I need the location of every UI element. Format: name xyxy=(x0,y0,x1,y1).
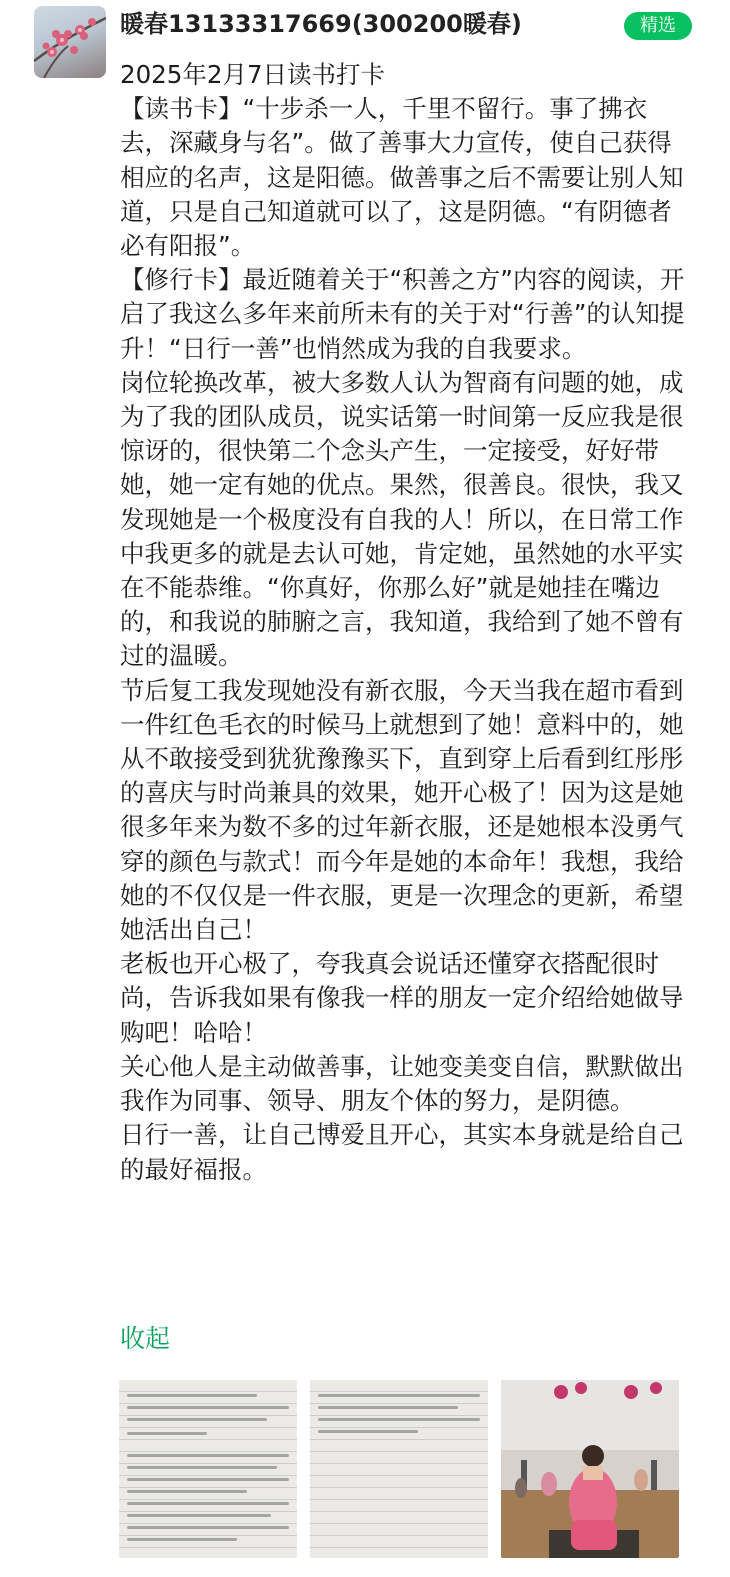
post-paragraph-sweater: 节后复工我发现她没有新衣服，今天当我在超市看到一件红色毛衣的时候马上就想到了她！意料中的，她从不敢接受到犹犹豫豫买下，直到穿上后看到红彤彤的喜庆与时尚兼具的效果，她开心极了！因为这是她很多年来为数不多的过年新衣服，还是她根本没勇气穿的颜色与款式！而今年是她的本命年！我想，我给她的不仅仅是一件衣服，更是一次理念的更新，希望她活出自己！ xyxy=(120,675,684,945)
author-name[interactable]: 暖春13133317669(300200暖春) xyxy=(120,10,522,38)
avatar[interactable] xyxy=(34,6,106,78)
featured-badge: 精选 xyxy=(624,12,692,40)
yoga-class-image xyxy=(501,1380,679,1558)
post-paragraph-hidden-virtue: 关心他人是主动做善事，让她变美变自信，默默做出我作为同事、领导、朋友个体的努力，是阴德。 xyxy=(120,1051,684,1116)
collapse-link[interactable]: 收起 xyxy=(120,1324,171,1353)
post-body xyxy=(120,58,694,1187)
yoga-class-photo-thumbnail[interactable] xyxy=(501,1380,679,1558)
plum-blossom-avatar-image xyxy=(34,6,106,78)
post-paragraph-practice-card: 【修行卡】最近随着关于“积善之方”内容的阅读，开启了我这么多年来前所未有的关于对“行善”的认知提升！“日行一善”也悄然成为我的自我要求。 xyxy=(120,265,685,363)
notebook-photo-thumbnail[interactable] xyxy=(119,1380,297,1558)
post-paragraph-colleague: 岗位轮换改革，被大多数人认为智商有问题的她，成为了我的团队成员，说实话第一时间第一反应我是很惊讶的，很快第二个念头产生，一定接受，好好带她，她一定有她的优点。果然，很善良。很快，我又发现她是一个极度没有自我的人！所以，在日常工作中我更多的就是去认可她，肯定她，虽然她的水平实在不能恭维。“你真好，你那么好”就是她挂在嘴边的，和我说的肺腑之言，我知道，我给到了她不曾有过的温暖。 xyxy=(120,367,684,671)
notebook-photo-thumbnail[interactable] xyxy=(310,1380,488,1558)
post-paragraph-boss: 老板也开心极了，夸我真会说话还懂穿衣搭配很时尚，告诉我如果有像我一样的朋友一定介绍给她做导购吧！哈哈！ xyxy=(120,949,684,1047)
post-paragraph-conclusion: 日行一善，让自己博爱且开心，其实本身就是给自己的最好福报。 xyxy=(120,1120,684,1184)
post-paragraph-date: 2025年2月7日读书打卡 xyxy=(120,60,386,89)
post-paragraph-reading-card: 【读书卡】“十步杀一人，千里不留行。事了拂衣去，深藏身与名”。做了善事大力宣传，使自己获得相应的名声，这是阳德。做善事之后不需要让别人知道，只是自己知道就可以了，这是阴德。“有阴德者必有阳报”。 xyxy=(120,94,684,261)
